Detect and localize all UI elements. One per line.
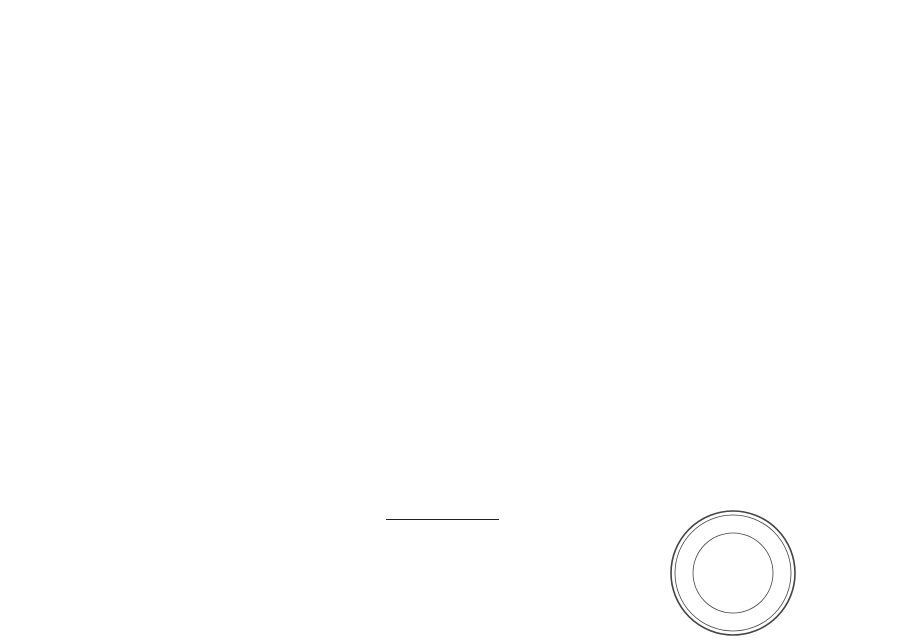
- official-seal: [668, 508, 798, 638]
- closing-rule: [386, 519, 499, 520]
